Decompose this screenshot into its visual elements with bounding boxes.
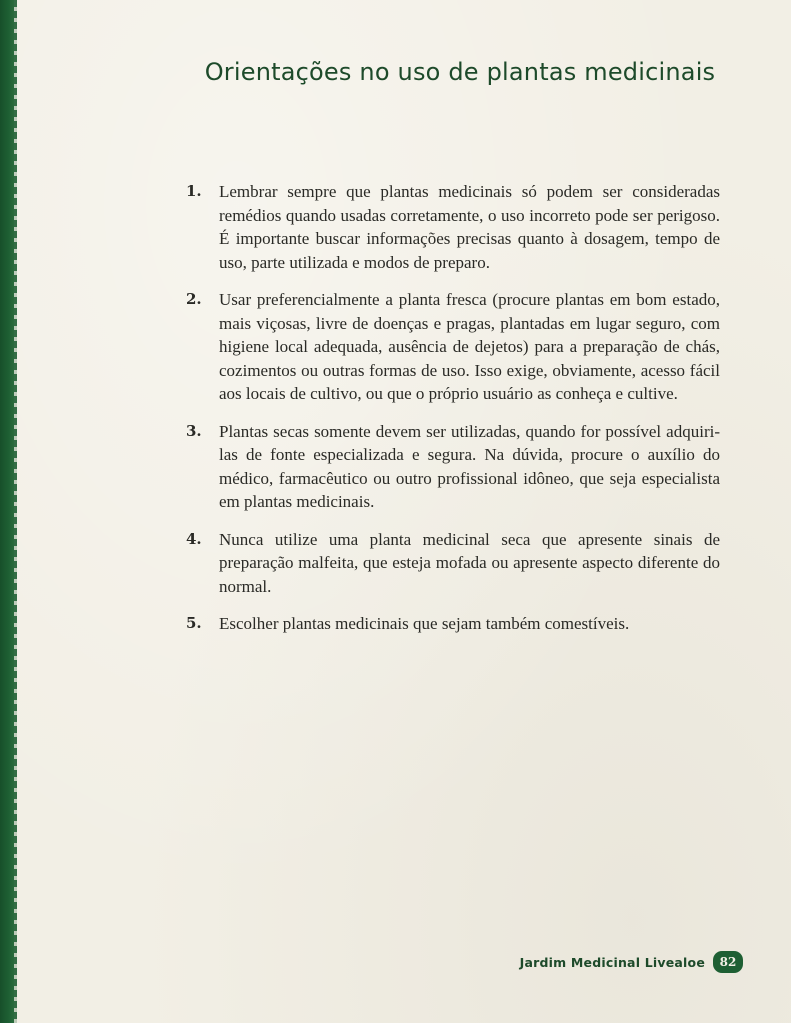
- list-item-text: Plantas secas somente devem ser utilizadas, quando for possível adquiri-las de fonte especializada e segura. Na dúvida, procure o auxílio do médico, farmacêutico ou outro profissional idôneo, que seja especialista em plantas medicinais.: [219, 421, 720, 511]
- list-item-number: 2.: [186, 290, 202, 308]
- list-item-number: 5.: [186, 614, 202, 632]
- list-item: [186, 612, 720, 636]
- page-title: Orientações no uso de plantas medicinais: [204, 58, 716, 86]
- list-item: [186, 288, 720, 406]
- list-item-number: 4.: [186, 529, 202, 548]
- page-number-badge: 82: [713, 951, 743, 973]
- list-item: [186, 528, 720, 599]
- list-item-number: 1.: [186, 182, 202, 200]
- list-item-text: Nunca utilize uma planta medicinal seca que apresente sinais de preparação malfeita, que esteja mofada ou apresente aspecto diferente do normal.: [219, 529, 720, 596]
- list-item-text: Usar preferencialmente a planta fresca (procure plantas em bom estado, mais viçosas, livre de doenças e pragas, plantadas em lugar seguro, com higiene local adequada, ausência de dejetos) para a preparação de chás, cozimentos ou outras formas de uso. Isso exige, obviamente, acesso fácil aos locais de cultivo, ou que o próprio usuário as conheça e cultive.: [219, 290, 720, 403]
- publication-title: Jardim Medicinal Livealoe: [519, 954, 705, 970]
- list-item: [186, 180, 720, 274]
- green-spine-edge: [0, 0, 14, 1023]
- list-item-number: 3.: [186, 421, 202, 440]
- page-footer: [520, 951, 743, 973]
- list-item-text: Lembrar sempre que plantas medicinais só podem ser consideradas remédios quando usadas corretamente, o uso incorreto pode ser perigoso. É importante buscar informações precisas quanto à dosagem, tempo de uso, parte utilizada e modos de preparo.: [219, 182, 720, 272]
- list-item: [186, 420, 720, 514]
- guidelines-list: [186, 180, 720, 650]
- list-item-text: Escolher plantas medicinais que sejam também comestíveis.: [219, 614, 630, 633]
